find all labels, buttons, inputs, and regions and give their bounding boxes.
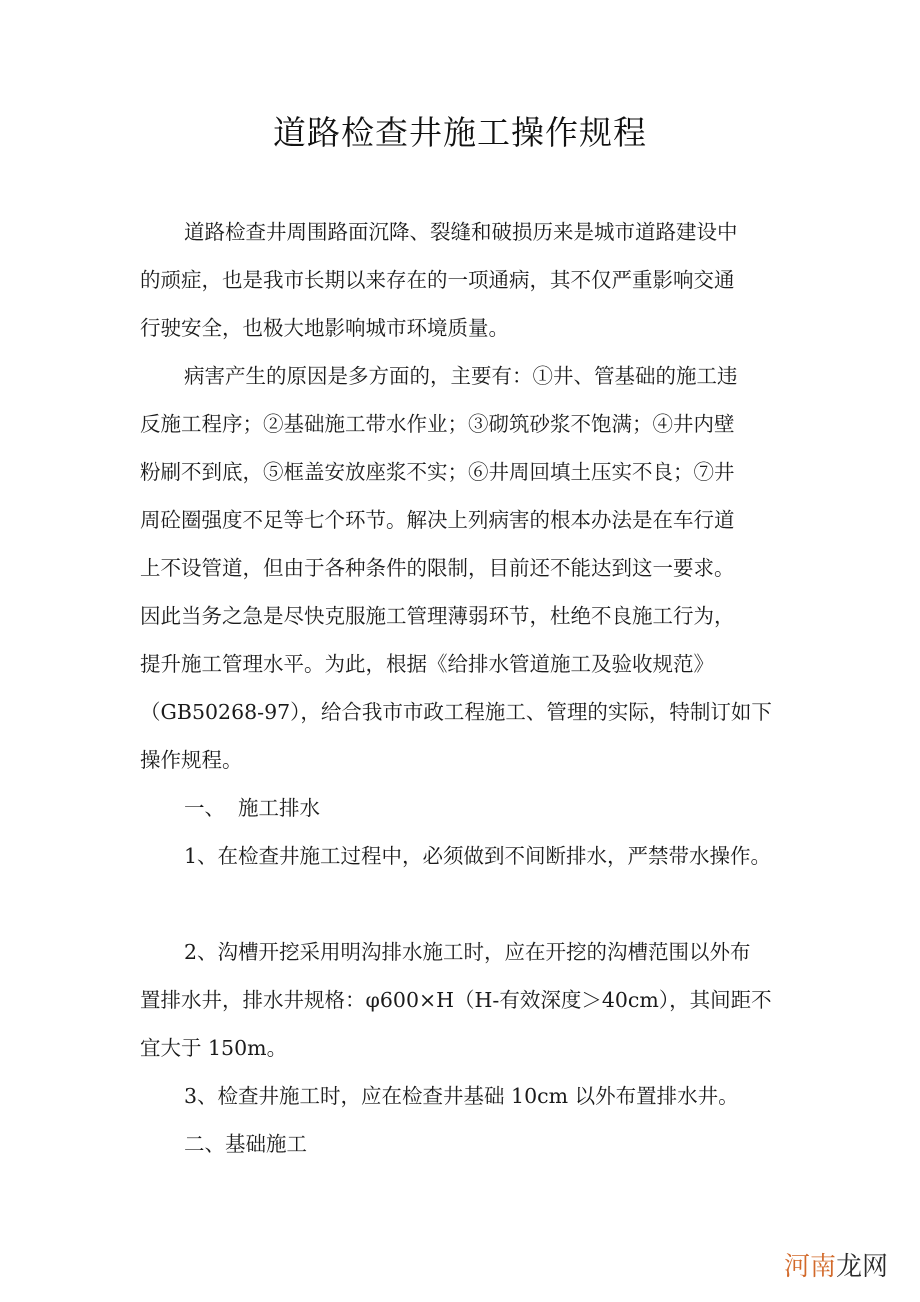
paragraph-2-line-7: 提升施工管理水平。为此，根据《给排水管道施工及验收规范》 — [140, 652, 714, 676]
section-1-heading: 一、 施工排水 — [184, 796, 321, 820]
paragraph-2-line-8: （GB50268-97），给合我市市政工程施工、管理的实际，特制订如下 — [140, 700, 772, 724]
watermark-part-2: 龙网 — [836, 1252, 889, 1282]
section-1-item-2-line-3: 宜大于 150m。 — [140, 1036, 288, 1060]
paragraph-1-line-2: 的顽症，也是我市长期以来存在的一项通病，其不仅严重影响交通 — [140, 268, 735, 292]
site-watermark — [784, 1250, 888, 1284]
section-1-item-2-line-1: 2、沟槽开挖采用明沟排水施工时，应在开挖的沟槽范围以外布 — [184, 940, 751, 964]
paragraph-2-line-6: 因此当务之急是尽快克服施工管理薄弱环节，杜绝不良施工行为， — [140, 604, 735, 628]
paragraph-2-line-9: 操作规程。 — [140, 748, 243, 772]
section-2-heading: 二、基础施工 — [184, 1132, 307, 1156]
section-1-item-1: 1、在检查井施工过程中，必须做到不间断排水，严禁带水操作。 — [184, 844, 772, 868]
document-title: 道路检查井施工操作规程 — [273, 113, 647, 152]
paragraph-2-line-2: 反施工程序；②基础施工带水作业；③砌筑砂浆不饱满；④井内壁 — [140, 412, 735, 436]
section-1-item-3: 3、检查井施工时，应在检查井基础 10cm 以外布置排水井。 — [184, 1084, 739, 1108]
paragraph-1-line-3: 行驶安全，也极大地影响城市环境质量。 — [140, 316, 509, 340]
paragraph-1-line-1: 道路检查井周围路面沉降、裂缝和破损历来是城市道路建设中 — [184, 220, 738, 244]
section-1-item-2-line-2: 置排水井，排水井规格：φ600×H（H-有效深度＞40cm），其间距不 — [140, 988, 772, 1012]
paragraph-2-line-5: 上不设管道，但由于各种条件的限制，目前还不能达到这一要求。 — [140, 556, 735, 580]
paragraph-2-line-3: 粉刷不到底，⑤框盖安放座浆不实；⑥井周回填土压实不良；⑦井 — [140, 460, 735, 484]
watermark-part-1: 河南 — [784, 1252, 837, 1282]
paragraph-2-line-4: 周砼圈强度不足等七个环节。解决上列病害的根本办法是在车行道 — [140, 508, 735, 532]
paragraph-2-line-1: 病害产生的原因是多方面的，主要有：①井、管基础的施工违 — [184, 364, 738, 388]
